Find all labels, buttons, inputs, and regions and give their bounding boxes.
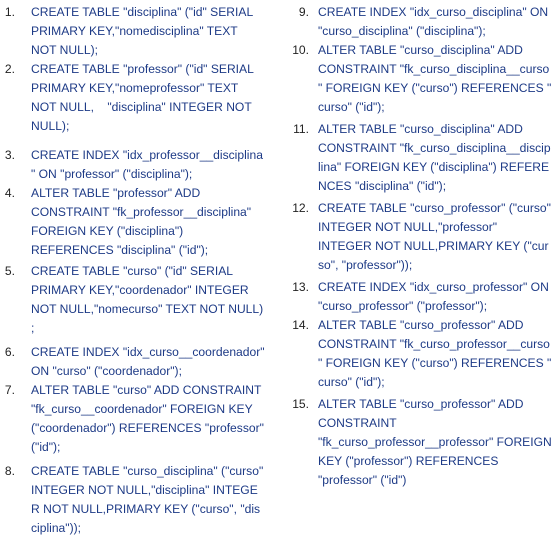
statement-line: ; — [31, 321, 35, 335]
statement-line: "fk_curso_professor__professor" FOREIGN — [318, 435, 552, 449]
statement-line: CREATE INDEX "idx_curso_disciplina" ON — [318, 5, 549, 19]
statement-line: PRIMARY KEY,"coordenador" INTEGER — [31, 283, 249, 297]
statement-line: CREATE TABLE "curso_professor" ("curso" — [318, 201, 551, 215]
statement-number: 11. — [293, 122, 309, 136]
statement-line: ALTER TABLE "curso_disciplina" ADD — [318, 43, 523, 57]
statement-number: 5. — [4, 264, 15, 278]
statement-line: CONSTRAINT — [318, 416, 397, 430]
statement-line: CREATE TABLE "curso_disciplina" ("curso" — [31, 464, 264, 478]
statement-line: FOREIGN KEY ("disciplina") — [31, 224, 184, 238]
statement-line: ON "curso" ("coordenador"); — [31, 364, 182, 378]
statement-number: 9. — [298, 5, 309, 19]
statement-line: PRIMARY KEY,"nomedisciplina" TEXT — [31, 24, 238, 38]
statement-line: INTEGER NOT NULL,"disciplina" INTEGE — [31, 483, 258, 497]
statement-number: 6. — [4, 345, 15, 359]
statement-line: NOT NULL, "disciplina" INTEGER NOT — [31, 100, 252, 114]
statement-line: ALTER TABLE "curso_professor" ADD — [318, 397, 524, 411]
statement-number: 2. — [4, 62, 15, 76]
statement-number: 12. — [292, 201, 309, 215]
statement-line: " FOREIGN KEY ("curso") REFERENCES " — [318, 356, 552, 370]
statement-line: INTEGER NOT NULL,PRIMARY KEY ("cur — [318, 239, 549, 253]
statement-number: 8. — [4, 464, 15, 478]
statement-line: NOT NULL); — [31, 43, 98, 57]
statement-line: ALTER TABLE "professor" ADD — [31, 186, 201, 200]
statement-line: NOT NULL,"nomecurso" TEXT NOT NULL) — [31, 302, 264, 316]
statement-line: CREATE INDEX "idx_curso__coordenador" — [31, 345, 265, 359]
statement-line: "fk_curso__coordenador" FOREIGN KEY — [31, 402, 253, 416]
statement-number: 7. — [4, 383, 15, 397]
statement-line: CREATE TABLE "curso" ("id" SERIAL — [31, 264, 233, 278]
statement-line: CREATE TABLE "professor" ("id" SERIAL — [31, 62, 254, 76]
statement-number: 14. — [292, 318, 309, 332]
statement-line: ciplina")); — [31, 521, 81, 535]
statement-line: so", "professor")); — [318, 258, 413, 272]
statement-line: CONSTRAINT "fk_professor__disciplina" — [31, 205, 252, 219]
statement-number: 3. — [4, 148, 15, 162]
statement-number: 4. — [4, 186, 15, 200]
statement-line: ("id"); — [31, 440, 61, 454]
statement-line: NCES "disciplina" ("id"); — [318, 179, 447, 193]
statement-line: REFERENCES "disciplina" ("id"); — [31, 243, 209, 257]
statement-line: INTEGER NOT NULL,"professor" — [318, 220, 498, 234]
statement-line: R NOT NULL,PRIMARY KEY ("curso", "dis — [31, 502, 261, 516]
statement-line: lina" FOREIGN KEY ("disciplina") REFERE — [318, 160, 550, 174]
statement-line: "curso_professor" ("professor"); — [318, 299, 488, 313]
statement-line: CREATE INDEX "idx_curso_professor" ON — [318, 280, 549, 294]
statement-line: "curso_disciplina" ("disciplina"); — [318, 24, 486, 38]
statement-line: NULL); — [31, 119, 70, 133]
statement-line: ALTER TABLE "curso_professor" ADD — [318, 318, 524, 332]
statement-number: 15. — [292, 397, 309, 411]
statement-line: " ON "professor" ("disciplina"); — [31, 167, 193, 181]
statement-line: CREATE TABLE "disciplina" ("id" SERIAL — [31, 5, 254, 19]
statement-number: 10. — [292, 43, 309, 57]
statement-number: 13. — [292, 280, 309, 294]
statement-line: PRIMARY KEY,"nomeprofessor" TEXT — [31, 81, 239, 95]
statement-line: CONSTRAINT "fk_curso_professor__curso — [318, 337, 550, 351]
statement-line: CONSTRAINT "fk_curso_disciplina__curso — [318, 62, 550, 76]
statement-line: CONSTRAINT "fk_curso_disciplina__discip — [318, 141, 551, 155]
statement-line: curso" ("id"); — [318, 375, 385, 389]
statement-line: ALTER TABLE "curso_disciplina" ADD — [318, 122, 523, 136]
statement-number: 1. — [4, 5, 15, 19]
statement-line: " FOREIGN KEY ("curso") REFERENCES " — [318, 81, 552, 95]
statement-line: KEY ("professor") REFERENCES — [318, 454, 499, 468]
statement-line: ("coordenador") REFERENCES "professor" — [31, 421, 264, 435]
statement-line: curso" ("id"); — [318, 100, 385, 114]
statement-line: ALTER TABLE "curso" ADD CONSTRAINT — [31, 383, 262, 397]
statement-line: "professor" ("id") — [318, 473, 407, 487]
statement-line: CREATE INDEX "idx_professor__disciplina — [31, 148, 263, 162]
